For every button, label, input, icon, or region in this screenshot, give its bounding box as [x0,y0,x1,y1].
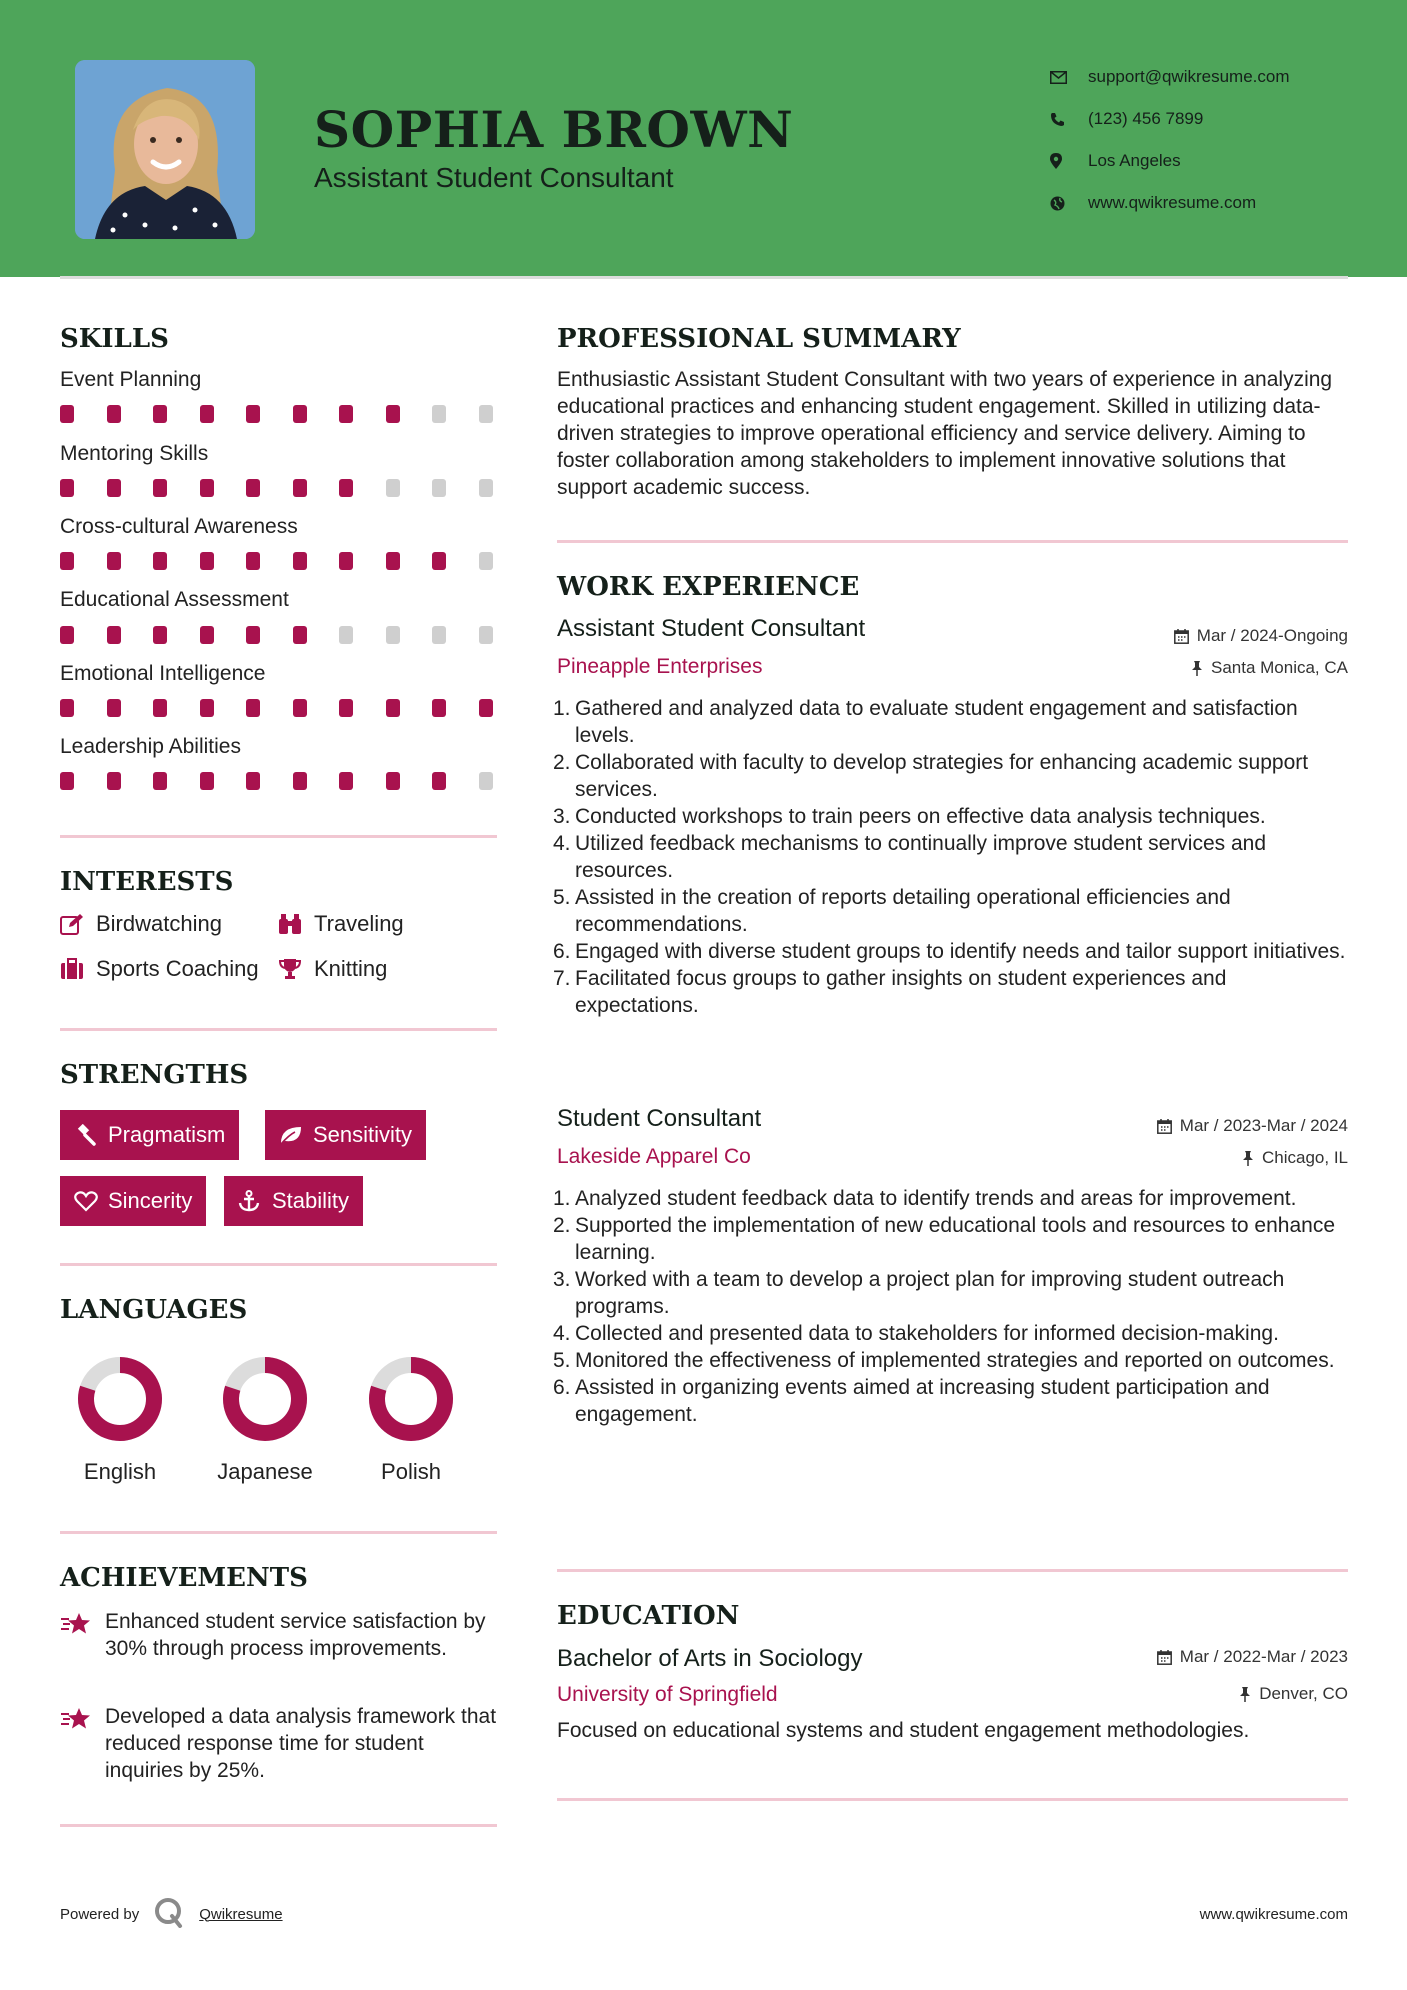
language-item [346,1354,476,1485]
heart-icon [74,1189,108,1213]
interest-label: Knitting [314,956,388,981]
job-bullet: 6. Assisted in organizing events aimed at increasing student participation and engagement. [553,1376,1270,1426]
map-marker-icon [1050,151,1088,171]
skill-dot [293,405,307,423]
skill-dot [200,479,214,497]
skill-dot [200,405,214,423]
job-location-text: Chicago, IL [1262,1148,1348,1167]
education-location [1239,1684,1348,1704]
skill-dot [107,626,121,644]
skill-dot [432,405,446,423]
skill-dot [60,699,74,717]
skill-dot [339,479,353,497]
strength-chip [60,1176,206,1226]
section-divider [557,1569,1348,1572]
job-location-text: Santa Monica, CA [1210,658,1348,677]
skill-dot [432,772,446,790]
interest-label: Sports Coaching [96,956,259,981]
skill-dot [60,479,74,497]
job-bullet: 7. Facilitated focus groups to gather insights on student experiences and expectations. [553,967,1227,1017]
achievement-text: Developed a data analysis framework that reduced response time for student inquiries by 25%. [105,1705,497,1782]
strength-chip [224,1176,363,1226]
language-proficiency-ring [75,1354,165,1444]
skills-title: SKILLS [60,324,169,354]
language-proficiency-ring [220,1354,310,1444]
strength-label: Sincerity [108,1188,193,1213]
interest-item [60,956,259,982]
education-date [1157,1647,1348,1667]
skill-dot [153,479,167,497]
job-bullets [553,695,1348,1019]
powered-by-text: Powered by [60,1905,140,1923]
job-company: Pineapple Enterprises [557,655,763,678]
job-title: Student Consultant [557,1105,762,1132]
skill-dot [432,479,446,497]
skill-dot [107,405,121,423]
skill-rating [60,552,500,570]
skill-dot [200,552,214,570]
achievement-text: Enhanced student service satisfaction by 30% through process improvements. [105,1610,486,1660]
section-divider [60,1263,497,1266]
job-date [1174,626,1348,646]
contact-list [1050,56,1290,224]
skill-dot [386,772,400,790]
calendar-icon [1157,1650,1172,1665]
skill-dot [293,626,307,644]
job-bullet: 5. Assisted in the creation of reports detailing operational efficiencies and recommendations. [553,886,1231,936]
contact-email-text: support@qwikresume.com [1088,67,1290,86]
star-icon [60,1608,105,1662]
candidate-name: SOPHIA BROWN [314,100,794,159]
skill-dot [339,552,353,570]
strengths-title: STRENGTHS [60,1060,249,1090]
skill-dot [153,405,167,423]
skill-dot [60,626,74,644]
section-divider [557,540,1348,543]
skill-dot [479,626,493,644]
language-proficiency-ring [366,1354,456,1444]
skill-dot [153,552,167,570]
phone-icon [1050,109,1088,129]
interest-item [278,911,404,937]
skill-dot [386,626,400,644]
job-bullet: 4. Utilized feedback mechanisms to continually improve student services and resources. [553,832,1267,882]
contact-location [1050,140,1290,182]
candidate-role: Assistant Student Consultant [314,162,674,193]
skill-rating [60,772,500,790]
skill-label: Educational Assessment [60,588,289,611]
skill-rating [60,626,500,644]
job-location [1191,658,1348,678]
skill-dot [293,772,307,790]
skill-dot [386,479,400,497]
job-bullet: 3. Worked with a team to develop a project plan for improving student outreach programs. [553,1268,1285,1318]
job-bullet: 6. Engaged with diverse student groups to identify needs and tailor support initiatives. [553,940,1346,963]
skill-dot [153,772,167,790]
language-item [200,1354,330,1485]
section-divider [60,1531,497,1534]
skill-dot [246,772,260,790]
contact-phone-text: (123) 456 7899 [1088,109,1204,128]
experience-title: WORK EXPERIENCE [557,572,860,602]
skill-rating [60,405,500,423]
skill-dot [479,405,493,423]
skill-dot [200,626,214,644]
interest-label: Traveling [314,911,404,936]
skill-dot [479,552,493,570]
job-bullet: 2. Supported the implementation of new educational tools and resources to enhance learning. [553,1214,1335,1264]
pushpin-icon [1191,661,1203,676]
skill-dot [479,699,493,717]
skill-dot [153,699,167,717]
skill-dot [246,699,260,717]
contact-email[interactable] [1050,56,1290,98]
skill-dot [153,626,167,644]
skill-dot [339,405,353,423]
language-label: English [83,1459,157,1484]
section-divider [60,1028,497,1031]
skill-dot [60,772,74,790]
job-date-text: Mar / 2024-Ongoing [1196,626,1348,645]
interest-item [278,956,387,982]
skill-dot [339,626,353,644]
achievement-item [60,1703,500,1784]
qwikresume-link[interactable]: Qwikresume [199,1905,283,1923]
job-title: Assistant Student Consultant [557,615,866,642]
skill-dot [60,552,74,570]
footer-powered-by [60,1896,283,1932]
job-bullet: 2. Collaborated with faculty to develop strategies for enhancing academic support services. [553,751,1309,801]
job-bullet: 3. Conducted workshops to train peers on effective data analysis techniques. [553,805,1266,828]
skill-dot [386,699,400,717]
skill-dot [386,405,400,423]
skill-dot [293,699,307,717]
footer-website[interactable]: www.qwikresume.com [1199,1906,1348,1923]
skill-dot [339,772,353,790]
binoculars-icon [278,912,314,936]
skill-dot [432,699,446,717]
edit-icon [60,912,96,936]
languages-title: LANGUAGES [60,1295,248,1325]
contact-phone[interactable] [1050,98,1290,140]
skill-label: Event Planning [60,368,202,391]
skill-rating [60,699,500,717]
skill-label: Leadership Abilities [60,735,241,758]
section-divider [60,835,497,838]
skill-dot [107,479,121,497]
strength-label: Sensitivity [313,1122,413,1147]
job-bullet: 4. Collected and presented data to stakeholders for informed decision-making. [553,1322,1279,1345]
skill-dot [246,405,260,423]
interest-item [60,911,222,937]
education-location-text: Denver, CO [1259,1684,1348,1703]
leaf-icon [279,1123,313,1147]
job-bullet: 1. Gathered and analyzed data to evaluate student engagement and satisfaction levels. [553,697,1298,747]
skill-dot [432,552,446,570]
skill-dot [293,479,307,497]
section-divider [60,1824,497,1827]
skill-dot [386,552,400,570]
header-divider [60,276,1348,279]
skill-label: Mentoring Skills [60,442,209,465]
contact-website[interactable] [1050,182,1290,224]
skill-dot [107,772,121,790]
gavel-icon [74,1123,108,1147]
envelope-icon [1050,67,1088,87]
strength-chip [60,1110,239,1160]
skill-dot [246,626,260,644]
education-school: University of Springfield [557,1683,778,1706]
pushpin-icon [1239,1687,1251,1702]
job-date-text: Mar / 2023-Mar / 2024 [1179,1116,1348,1135]
achievement-item [60,1608,500,1662]
education-description: Focused on educational systems and student engagement methodologies. [557,1719,1250,1742]
skill-label: Cross-cultural Awareness [60,515,298,538]
skill-dot [339,699,353,717]
job-bullet: 5. Monitored the effectiveness of implemented strategies and reported on outcomes. [553,1349,1335,1372]
job-bullets [553,1185,1348,1428]
skill-rating [60,479,500,497]
summary-title: PROFESSIONAL SUMMARY [557,324,961,354]
skill-dot [200,699,214,717]
skill-dot [200,772,214,790]
skill-dot [432,626,446,644]
skill-dot [246,479,260,497]
contact-website-text: www.qwikresume.com [1088,193,1257,212]
globe-icon [1050,193,1088,213]
skill-dot [107,699,121,717]
calendar-icon [1157,1119,1172,1134]
language-label: Polish [381,1459,441,1484]
trophy-icon [278,957,314,981]
qwikresume-logo-icon [153,1896,185,1932]
header-banner [0,0,1407,277]
skill-dot [293,552,307,570]
profile-photo [75,60,255,239]
contact-location-text: Los Angeles [1088,151,1181,170]
strength-label: Stability [272,1188,350,1213]
anchor-icon [238,1189,272,1213]
achievements-title: ACHIEVEMENTS [60,1563,308,1593]
calendar-icon [1174,629,1189,644]
skill-dot [60,405,74,423]
summary-text: Enthusiastic Assistant Student Consultant with two years of experience in analyzing educational practices and enhancing student engagement. Skilled in utilizing data-driven strategies to improve operational efficiency and service delivery. Aiming to foster collaboration among stakeholders to implement innovative solutions that support academic success. [557,368,1333,499]
pushpin-icon [1242,1151,1254,1166]
education-date-text: Mar / 2022-Mar / 2023 [1179,1647,1348,1666]
briefcase-icon [60,957,96,981]
interests-title: INTERESTS [60,867,234,897]
education-degree: Bachelor of Arts in Sociology [557,1645,863,1672]
strength-label: Pragmatism [108,1122,226,1147]
job-date [1157,1116,1348,1136]
language-label: Japanese [217,1459,313,1484]
skill-label: Emotional Intelligence [60,662,266,685]
section-divider [557,1798,1348,1801]
star-icon [60,1703,105,1784]
skill-dot [107,552,121,570]
skill-dot [479,479,493,497]
strength-chip [265,1110,426,1160]
education-title: EDUCATION [557,1601,740,1631]
job-bullet: 1. Analyzed student feedback data to identify trends and areas for improvement. [553,1187,1297,1210]
skill-dot [246,552,260,570]
language-item [55,1354,185,1485]
skill-dot [479,772,493,790]
interest-label: Birdwatching [96,911,222,936]
job-location [1242,1148,1348,1168]
job-company: Lakeside Apparel Co [557,1145,751,1168]
